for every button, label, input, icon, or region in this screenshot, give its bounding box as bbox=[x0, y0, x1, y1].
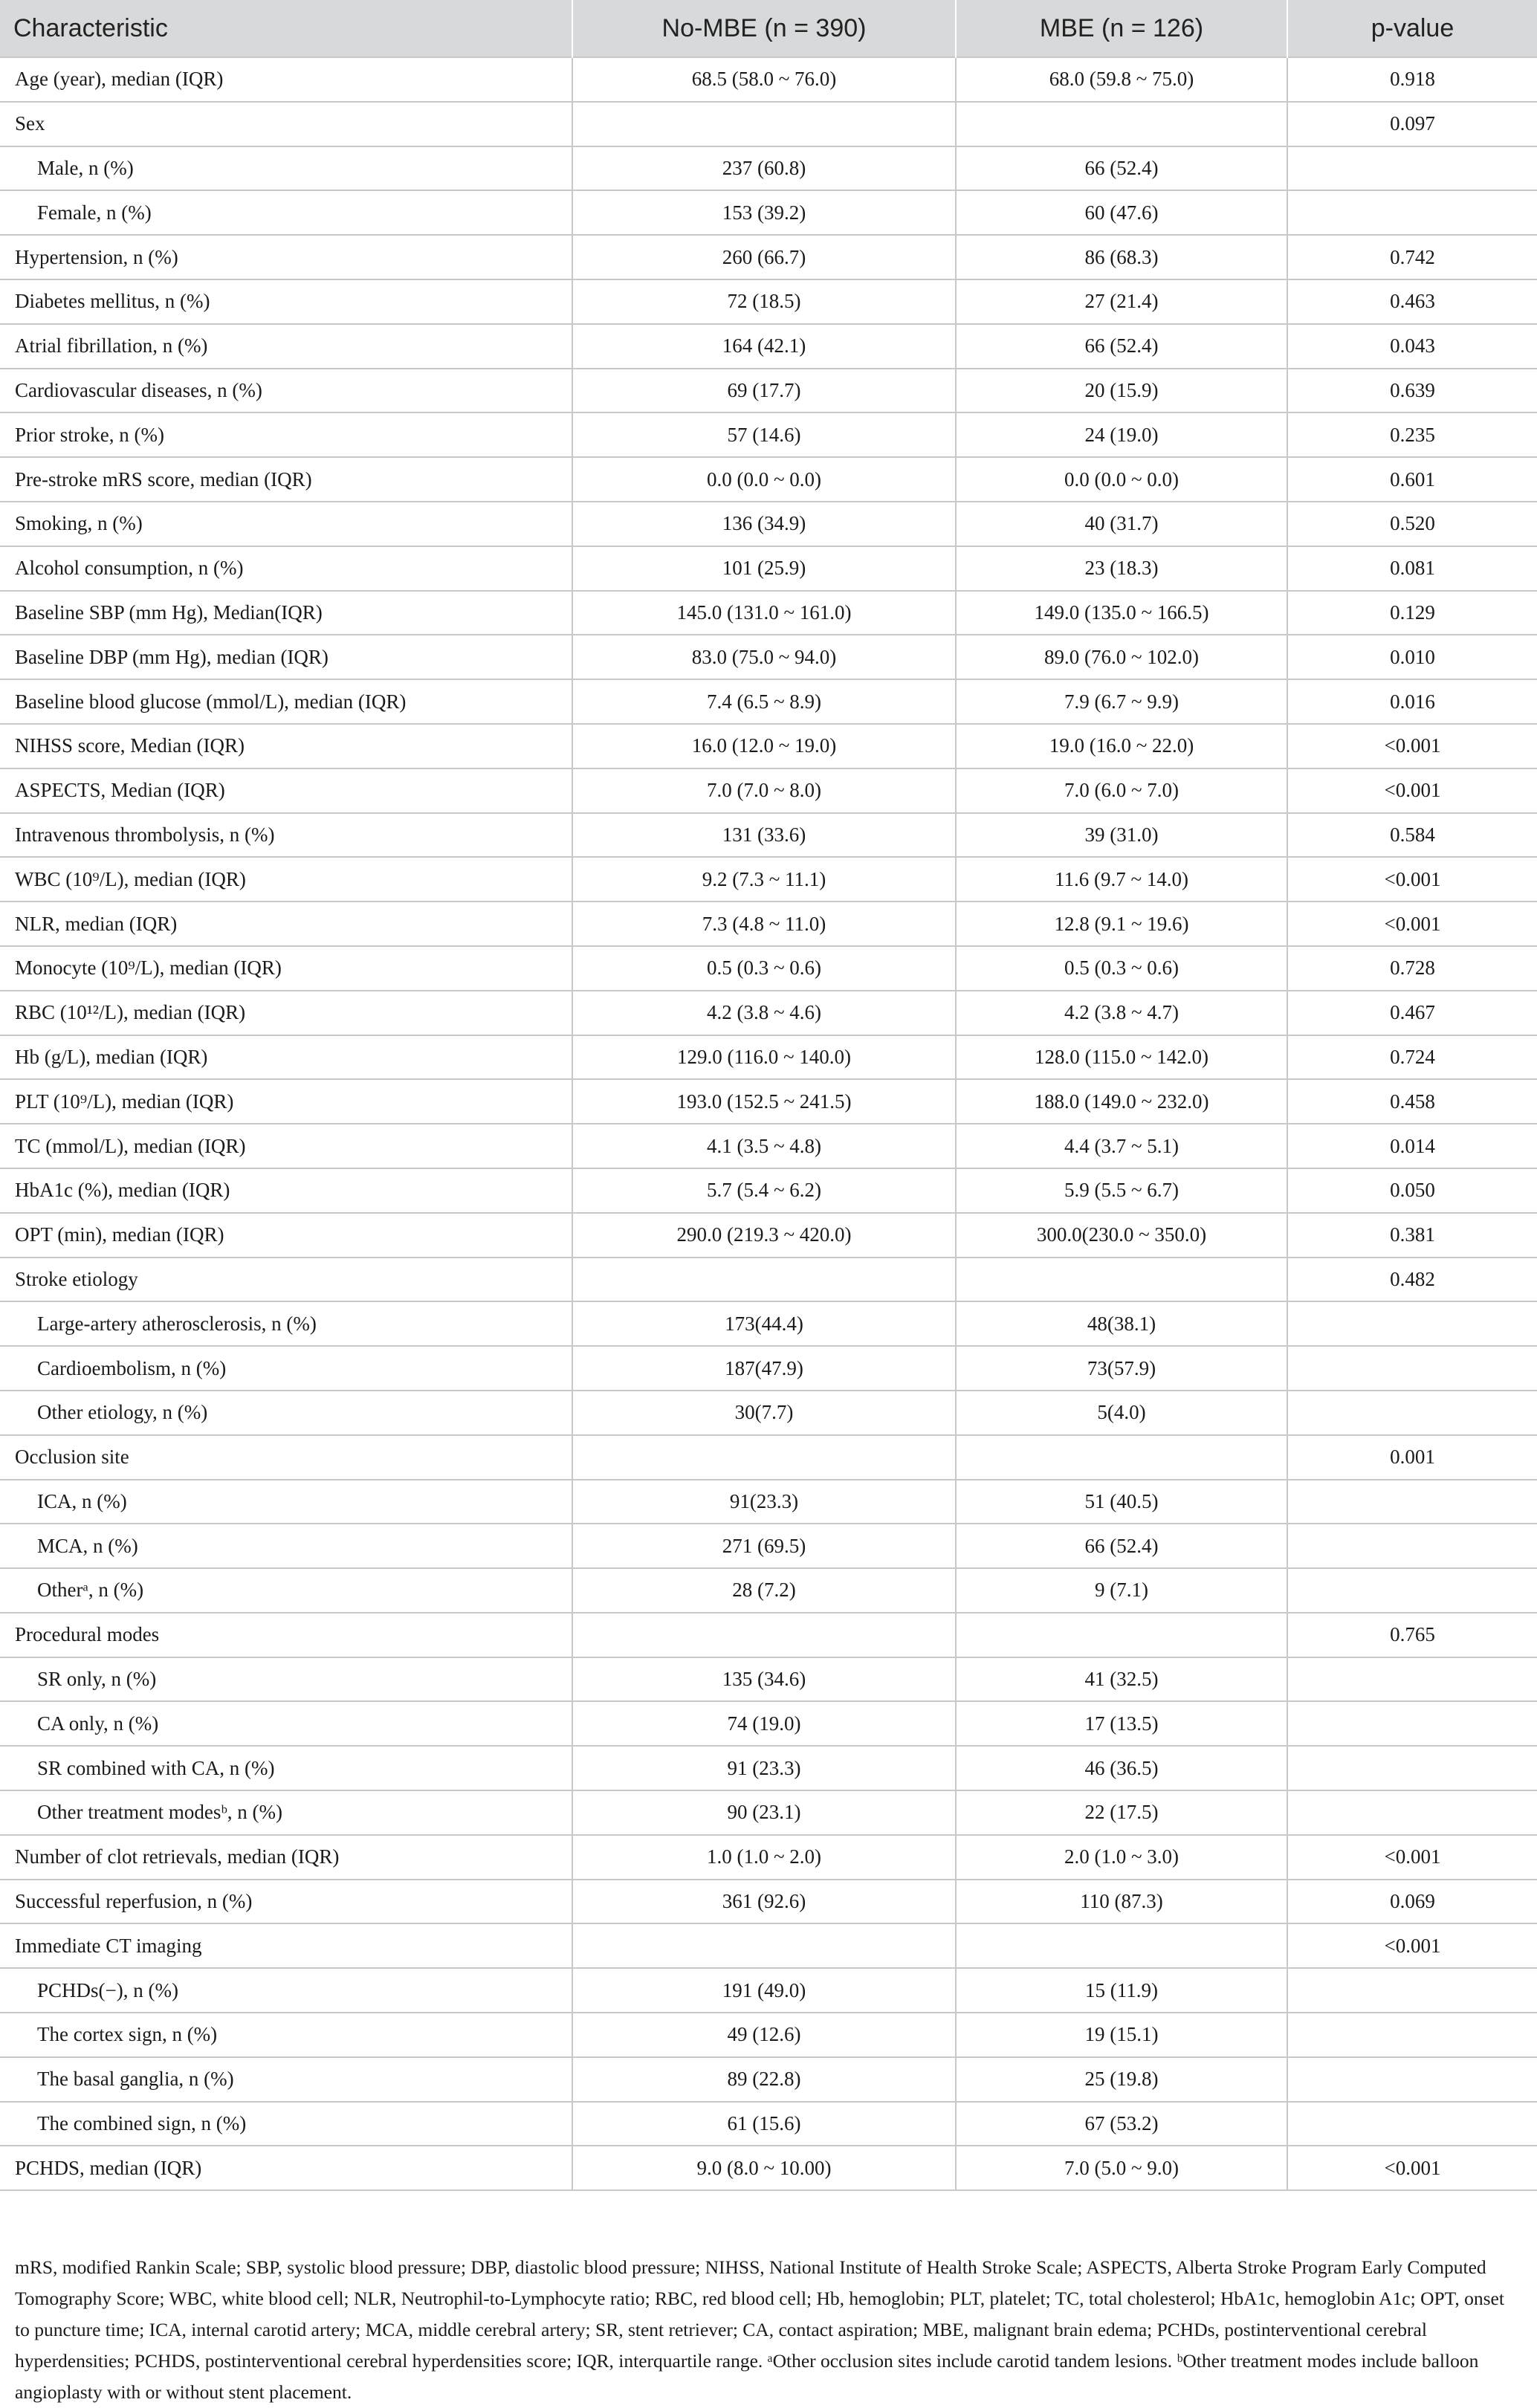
p-value bbox=[1287, 1568, 1537, 1613]
no-mbe-value: 260 (66.7) bbox=[572, 235, 956, 279]
no-mbe-value: 69 (17.7) bbox=[572, 369, 956, 413]
row-label: Number of clot retrievals, median (IQR) bbox=[0, 1835, 572, 1880]
p-value bbox=[1287, 1480, 1537, 1524]
row-label: Diabetes mellitus, n (%) bbox=[0, 279, 572, 324]
table-row bbox=[0, 724, 1537, 768]
mbe-value: 19 (15.1) bbox=[956, 2013, 1287, 2057]
row-label: The cortex sign, n (%) bbox=[0, 2013, 572, 2057]
table-row bbox=[0, 279, 1537, 324]
table-row bbox=[0, 1346, 1537, 1391]
row-label: HbA1c (%), median (IQR) bbox=[0, 1168, 572, 1213]
mbe-value: 5.9 (5.5 ~ 6.7) bbox=[956, 1168, 1287, 1213]
table-row bbox=[0, 857, 1537, 902]
row-label: Successful reperfusion, n (%) bbox=[0, 1880, 572, 1924]
row-label: SR combined with CA, n (%) bbox=[0, 1746, 572, 1790]
table-row bbox=[0, 946, 1537, 991]
row-label: Monocyte (10⁹/L), median (IQR) bbox=[0, 946, 572, 991]
table-row bbox=[0, 991, 1537, 1035]
table-row bbox=[0, 146, 1537, 191]
no-mbe-value: 91 (23.3) bbox=[572, 1746, 956, 1790]
no-mbe-value: 131 (33.6) bbox=[572, 813, 956, 858]
p-value: 0.482 bbox=[1287, 1258, 1537, 1302]
row-label: Hypertension, n (%) bbox=[0, 235, 572, 279]
mbe-value: 60 (47.6) bbox=[956, 190, 1287, 235]
p-value: 0.014 bbox=[1287, 1124, 1537, 1168]
row-label: NIHSS score, Median (IQR) bbox=[0, 724, 572, 768]
no-mbe-value: 193.0 (152.5 ~ 241.5) bbox=[572, 1079, 956, 1124]
p-value: 0.129 bbox=[1287, 591, 1537, 635]
mbe-value bbox=[956, 1613, 1287, 1657]
p-value bbox=[1287, 1391, 1537, 1435]
p-value: 0.728 bbox=[1287, 946, 1537, 991]
p-value bbox=[1287, 1968, 1537, 2013]
mbe-value: 86 (68.3) bbox=[956, 235, 1287, 279]
mbe-value: 73(57.9) bbox=[956, 1346, 1287, 1391]
p-value bbox=[1287, 2057, 1537, 2102]
no-mbe-value: 57 (14.6) bbox=[572, 412, 956, 457]
column-header-mbe: MBE (n = 126) bbox=[956, 0, 1287, 57]
mbe-value: 23 (18.3) bbox=[956, 546, 1287, 591]
mbe-value: 67 (53.2) bbox=[956, 2102, 1287, 2146]
mbe-value: 4.4 (3.7 ~ 5.1) bbox=[956, 1124, 1287, 1168]
table-row bbox=[0, 1880, 1537, 1924]
table-row bbox=[0, 1435, 1537, 1480]
row-label: Cardioembolism, n (%) bbox=[0, 1346, 572, 1391]
p-value: 0.235 bbox=[1287, 412, 1537, 457]
no-mbe-value: 136 (34.9) bbox=[572, 502, 956, 546]
mbe-value: 66 (52.4) bbox=[956, 146, 1287, 191]
no-mbe-value: 145.0 (131.0 ~ 161.0) bbox=[572, 591, 956, 635]
mbe-value: 7.9 (6.7 ~ 9.9) bbox=[956, 679, 1287, 724]
mbe-value bbox=[956, 1258, 1287, 1302]
table-row bbox=[0, 768, 1537, 813]
no-mbe-value: 83.0 (75.0 ~ 94.0) bbox=[572, 635, 956, 679]
mbe-value: 89.0 (76.0 ~ 102.0) bbox=[956, 635, 1287, 679]
row-label: NLR, median (IQR) bbox=[0, 902, 572, 946]
row-label: Male, n (%) bbox=[0, 146, 572, 191]
table-row bbox=[0, 813, 1537, 858]
column-header-p-value: p-value bbox=[1287, 0, 1537, 57]
row-label: The combined sign, n (%) bbox=[0, 2102, 572, 2146]
table-row bbox=[0, 57, 1537, 102]
p-value: 0.520 bbox=[1287, 502, 1537, 546]
table-row bbox=[0, 324, 1537, 369]
no-mbe-value: 7.4 (6.5 ~ 8.9) bbox=[572, 679, 956, 724]
no-mbe-value: 9.2 (7.3 ~ 11.1) bbox=[572, 857, 956, 902]
p-value: 0.001 bbox=[1287, 1435, 1537, 1480]
row-label: Prior stroke, n (%) bbox=[0, 412, 572, 457]
row-label: Atrial fibrillation, n (%) bbox=[0, 324, 572, 369]
no-mbe-value: 30(7.7) bbox=[572, 1391, 956, 1435]
p-value bbox=[1287, 2013, 1537, 2057]
p-value bbox=[1287, 146, 1537, 191]
p-value: <0.001 bbox=[1287, 857, 1537, 902]
p-value bbox=[1287, 1701, 1537, 1746]
table-row bbox=[0, 369, 1537, 413]
column-header-no-mbe: No-MBE (n = 390) bbox=[572, 0, 956, 57]
mbe-value: 7.0 (5.0 ~ 9.0) bbox=[956, 2146, 1287, 2190]
table-row bbox=[0, 1301, 1537, 1346]
no-mbe-value: 164 (42.1) bbox=[572, 324, 956, 369]
table-row bbox=[0, 2102, 1537, 2146]
mbe-value: 48(38.1) bbox=[956, 1301, 1287, 1346]
row-label: Otherᵃ, n (%) bbox=[0, 1568, 572, 1613]
row-label: Baseline DBP (mm Hg), median (IQR) bbox=[0, 635, 572, 679]
p-value: 0.016 bbox=[1287, 679, 1537, 724]
p-value: 0.381 bbox=[1287, 1213, 1537, 1258]
mbe-value: 188.0 (149.0 ~ 232.0) bbox=[956, 1079, 1287, 1124]
no-mbe-value: 0.5 (0.3 ~ 0.6) bbox=[572, 946, 956, 991]
row-label: ASPECTS, Median (IQR) bbox=[0, 768, 572, 813]
p-value: 0.724 bbox=[1287, 1035, 1537, 1080]
no-mbe-value: 28 (7.2) bbox=[572, 1568, 956, 1613]
row-label: PCHDs(−), n (%) bbox=[0, 1968, 572, 2013]
p-value: 0.601 bbox=[1287, 457, 1537, 502]
mbe-value: 2.0 (1.0 ~ 3.0) bbox=[956, 1835, 1287, 1880]
row-label: Other etiology, n (%) bbox=[0, 1391, 572, 1435]
table-row bbox=[0, 591, 1537, 635]
mbe-value: 39 (31.0) bbox=[956, 813, 1287, 858]
p-value: <0.001 bbox=[1287, 768, 1537, 813]
table-row bbox=[0, 1213, 1537, 1258]
table-row bbox=[0, 2146, 1537, 2190]
mbe-value: 19.0 (16.0 ~ 22.0) bbox=[956, 724, 1287, 768]
row-label: Age (year), median (IQR) bbox=[0, 57, 572, 102]
table-row bbox=[0, 1923, 1537, 1968]
table-row bbox=[0, 190, 1537, 235]
table-row bbox=[0, 1968, 1537, 2013]
table-row bbox=[0, 1079, 1537, 1124]
p-value: 0.043 bbox=[1287, 324, 1537, 369]
no-mbe-value bbox=[572, 1435, 956, 1480]
p-value: 0.467 bbox=[1287, 991, 1537, 1035]
row-label: OPT (min), median (IQR) bbox=[0, 1213, 572, 1258]
p-value: 0.765 bbox=[1287, 1613, 1537, 1657]
no-mbe-value: 72 (18.5) bbox=[572, 279, 956, 324]
no-mbe-value: 237 (60.8) bbox=[572, 146, 956, 191]
row-label: Pre-stroke mRS score, median (IQR) bbox=[0, 457, 572, 502]
table-row bbox=[0, 1568, 1537, 1613]
mbe-value: 25 (19.8) bbox=[956, 2057, 1287, 2102]
no-mbe-value: 361 (92.6) bbox=[572, 1880, 956, 1924]
table-row bbox=[0, 1258, 1537, 1302]
row-label: Baseline SBP (mm Hg), Median(IQR) bbox=[0, 591, 572, 635]
p-value: 0.742 bbox=[1287, 235, 1537, 279]
p-value bbox=[1287, 1657, 1537, 1702]
p-value bbox=[1287, 1301, 1537, 1346]
row-label: TC (mmol/L), median (IQR) bbox=[0, 1124, 572, 1168]
no-mbe-value: 135 (34.6) bbox=[572, 1657, 956, 1702]
mbe-value: 66 (52.4) bbox=[956, 324, 1287, 369]
mbe-value: 11.6 (9.7 ~ 14.0) bbox=[956, 857, 1287, 902]
row-label: Hb (g/L), median (IQR) bbox=[0, 1035, 572, 1080]
row-label: SR only, n (%) bbox=[0, 1657, 572, 1702]
table-header-row bbox=[0, 0, 1537, 57]
table-row bbox=[0, 1613, 1537, 1657]
table-row bbox=[0, 635, 1537, 679]
table-row bbox=[0, 412, 1537, 457]
row-label: CA only, n (%) bbox=[0, 1701, 572, 1746]
mbe-value: 40 (31.7) bbox=[956, 502, 1287, 546]
row-label: ICA, n (%) bbox=[0, 1480, 572, 1524]
table-row bbox=[0, 1524, 1537, 1568]
row-label: Immediate CT imaging bbox=[0, 1923, 572, 1968]
no-mbe-value: 290.0 (219.3 ~ 420.0) bbox=[572, 1213, 956, 1258]
mbe-value: 300.0(230.0 ~ 350.0) bbox=[956, 1213, 1287, 1258]
p-value: 0.069 bbox=[1287, 1880, 1537, 1924]
row-label: PLT (10⁹/L), median (IQR) bbox=[0, 1079, 572, 1124]
p-value: <0.001 bbox=[1287, 1923, 1537, 1968]
row-label: PCHDS, median (IQR) bbox=[0, 2146, 572, 2190]
p-value: <0.001 bbox=[1287, 2146, 1537, 2190]
no-mbe-value: 49 (12.6) bbox=[572, 2013, 956, 2057]
p-value: 0.010 bbox=[1287, 635, 1537, 679]
no-mbe-value: 173(44.4) bbox=[572, 1301, 956, 1346]
no-mbe-value: 129.0 (116.0 ~ 140.0) bbox=[572, 1035, 956, 1080]
no-mbe-value: 191 (49.0) bbox=[572, 1968, 956, 2013]
table-row bbox=[0, 546, 1537, 591]
p-value: <0.001 bbox=[1287, 902, 1537, 946]
table-row bbox=[0, 2057, 1537, 2102]
mbe-value: 17 (13.5) bbox=[956, 1701, 1287, 1746]
no-mbe-value: 91(23.3) bbox=[572, 1480, 956, 1524]
no-mbe-value: 89 (22.8) bbox=[572, 2057, 956, 2102]
no-mbe-value: 7.0 (7.0 ~ 8.0) bbox=[572, 768, 956, 813]
mbe-value: 149.0 (135.0 ~ 166.5) bbox=[956, 591, 1287, 635]
no-mbe-value: 9.0 (8.0 ~ 10.00) bbox=[572, 2146, 956, 2190]
p-value: 0.081 bbox=[1287, 546, 1537, 591]
p-value: 0.918 bbox=[1287, 57, 1537, 102]
table-row bbox=[0, 235, 1537, 279]
no-mbe-value: 0.0 (0.0 ~ 0.0) bbox=[572, 457, 956, 502]
mbe-value: 0.5 (0.3 ~ 0.6) bbox=[956, 946, 1287, 991]
mbe-value: 12.8 (9.1 ~ 19.6) bbox=[956, 902, 1287, 946]
table-row bbox=[0, 457, 1537, 502]
table-row bbox=[0, 502, 1537, 546]
row-label: Procedural modes bbox=[0, 1613, 572, 1657]
row-label: Large-artery atherosclerosis, n (%) bbox=[0, 1301, 572, 1346]
row-label: Intravenous thrombolysis, n (%) bbox=[0, 813, 572, 858]
p-value bbox=[1287, 1346, 1537, 1391]
table-row bbox=[0, 1701, 1537, 1746]
table-row bbox=[0, 1657, 1537, 1702]
no-mbe-value bbox=[572, 1613, 956, 1657]
row-label: Occlusion site bbox=[0, 1435, 572, 1480]
table-footnote: mRS, modified Rankin Scale; SBP, systolic blood pressure; DBP, diastolic blood pressure; NIHSS, National Institute of Health Stroke Scale; ASPECTS, Alberta Stroke Program Early Computed Tomography Score; WBC, white blood cell; NLR, Neutrophil-to-Lymphocyte ratio; RBC, red blood cell; Hb, hemoglobin; PLT, platelet; TC, total cholesterol; HbA1c, hemoglobin A1c; OPT, onset to puncture time; ICA, internal carotid artery; MCA, middle cerebral artery; SR, stent retriever; CA, contact aspiration; MBE, malignant brain edema; PCHDs, postinterventional cerebral hyperdensities; PCHDS, postinterventional cerebral hyperdensities score; IQR, interquartile range. ᵃOther occlusion sites include carotid tandem lesions. ᵇOther treatment modes include balloon angioplasty with or without stent placement. bbox=[15, 2256, 1504, 2403]
mbe-value: 5(4.0) bbox=[956, 1391, 1287, 1435]
p-value bbox=[1287, 190, 1537, 235]
row-label: RBC (10¹²/L), median (IQR) bbox=[0, 991, 572, 1035]
no-mbe-value: 74 (19.0) bbox=[572, 1701, 956, 1746]
row-label: MCA, n (%) bbox=[0, 1524, 572, 1568]
no-mbe-value: 4.1 (3.5 ~ 4.8) bbox=[572, 1124, 956, 1168]
no-mbe-value: 187(47.9) bbox=[572, 1346, 956, 1391]
table-row bbox=[0, 1746, 1537, 1790]
table-row bbox=[0, 1480, 1537, 1524]
row-label: Alcohol consumption, n (%) bbox=[0, 546, 572, 591]
p-value bbox=[1287, 1746, 1537, 1790]
no-mbe-value bbox=[572, 102, 956, 146]
mbe-value: 41 (32.5) bbox=[956, 1657, 1287, 1702]
no-mbe-value: 5.7 (5.4 ~ 6.2) bbox=[572, 1168, 956, 1213]
p-value bbox=[1287, 2102, 1537, 2146]
table-body bbox=[0, 57, 1537, 2190]
mbe-value bbox=[956, 102, 1287, 146]
no-mbe-value bbox=[572, 1258, 956, 1302]
p-value: 0.050 bbox=[1287, 1168, 1537, 1213]
no-mbe-value: 16.0 (12.0 ~ 19.0) bbox=[572, 724, 956, 768]
mbe-value bbox=[956, 1923, 1287, 1968]
table-row bbox=[0, 1035, 1537, 1080]
row-label: Stroke etiology bbox=[0, 1258, 572, 1302]
no-mbe-value: 271 (69.5) bbox=[572, 1524, 956, 1568]
mbe-value bbox=[956, 1435, 1287, 1480]
mbe-value: 51 (40.5) bbox=[956, 1480, 1287, 1524]
no-mbe-value: 7.3 (4.8 ~ 11.0) bbox=[572, 902, 956, 946]
row-label: Baseline blood glucose (mmol/L), median (IQR) bbox=[0, 679, 572, 724]
row-label: Female, n (%) bbox=[0, 190, 572, 235]
row-label: Smoking, n (%) bbox=[0, 502, 572, 546]
no-mbe-value: 68.5 (58.0 ~ 76.0) bbox=[572, 57, 956, 102]
mbe-value: 110 (87.3) bbox=[956, 1880, 1287, 1924]
p-value bbox=[1287, 1790, 1537, 1835]
p-value: 0.097 bbox=[1287, 102, 1537, 146]
row-label: Sex bbox=[0, 102, 572, 146]
row-label: Other treatment modesᵇ, n (%) bbox=[0, 1790, 572, 1835]
no-mbe-value bbox=[572, 1923, 956, 1968]
column-header-characteristic: Characteristic bbox=[0, 0, 572, 57]
table-row bbox=[0, 102, 1537, 146]
no-mbe-value: 101 (25.9) bbox=[572, 546, 956, 591]
p-value: 0.584 bbox=[1287, 813, 1537, 858]
table-row bbox=[0, 902, 1537, 946]
no-mbe-value: 90 (23.1) bbox=[572, 1790, 956, 1835]
no-mbe-value: 61 (15.6) bbox=[572, 2102, 956, 2146]
table-row bbox=[0, 1168, 1537, 1213]
p-value: <0.001 bbox=[1287, 724, 1537, 768]
table-row bbox=[0, 679, 1537, 724]
mbe-value: 27 (21.4) bbox=[956, 279, 1287, 324]
mbe-value: 7.0 (6.0 ~ 7.0) bbox=[956, 768, 1287, 813]
mbe-value: 24 (19.0) bbox=[956, 412, 1287, 457]
table-row bbox=[0, 1124, 1537, 1168]
p-value: 0.639 bbox=[1287, 369, 1537, 413]
no-mbe-value: 1.0 (1.0 ~ 2.0) bbox=[572, 1835, 956, 1880]
mbe-value: 22 (17.5) bbox=[956, 1790, 1287, 1835]
mbe-value: 20 (15.9) bbox=[956, 369, 1287, 413]
p-value: 0.458 bbox=[1287, 1079, 1537, 1124]
mbe-value: 4.2 (3.8 ~ 4.7) bbox=[956, 991, 1287, 1035]
mbe-value: 128.0 (115.0 ~ 142.0) bbox=[956, 1035, 1287, 1080]
row-label: Cardiovascular diseases, n (%) bbox=[0, 369, 572, 413]
mbe-value: 68.0 (59.8 ~ 75.0) bbox=[956, 57, 1287, 102]
mbe-value: 9 (7.1) bbox=[956, 1568, 1287, 1613]
p-value: 0.463 bbox=[1287, 279, 1537, 324]
mbe-value: 15 (11.9) bbox=[956, 1968, 1287, 2013]
row-label: The basal ganglia, n (%) bbox=[0, 2057, 572, 2102]
mbe-value: 46 (36.5) bbox=[956, 1746, 1287, 1790]
row-label: WBC (10⁹/L), median (IQR) bbox=[0, 857, 572, 902]
table-row bbox=[0, 2013, 1537, 2057]
no-mbe-value: 153 (39.2) bbox=[572, 190, 956, 235]
table-row bbox=[0, 1391, 1537, 1435]
mbe-value: 0.0 (0.0 ~ 0.0) bbox=[956, 457, 1287, 502]
p-value: <0.001 bbox=[1287, 1835, 1537, 1880]
table-row bbox=[0, 1835, 1537, 1880]
table-row bbox=[0, 1790, 1537, 1835]
mbe-value: 66 (52.4) bbox=[956, 1524, 1287, 1568]
no-mbe-value: 4.2 (3.8 ~ 4.6) bbox=[572, 991, 956, 1035]
p-value bbox=[1287, 1524, 1537, 1568]
